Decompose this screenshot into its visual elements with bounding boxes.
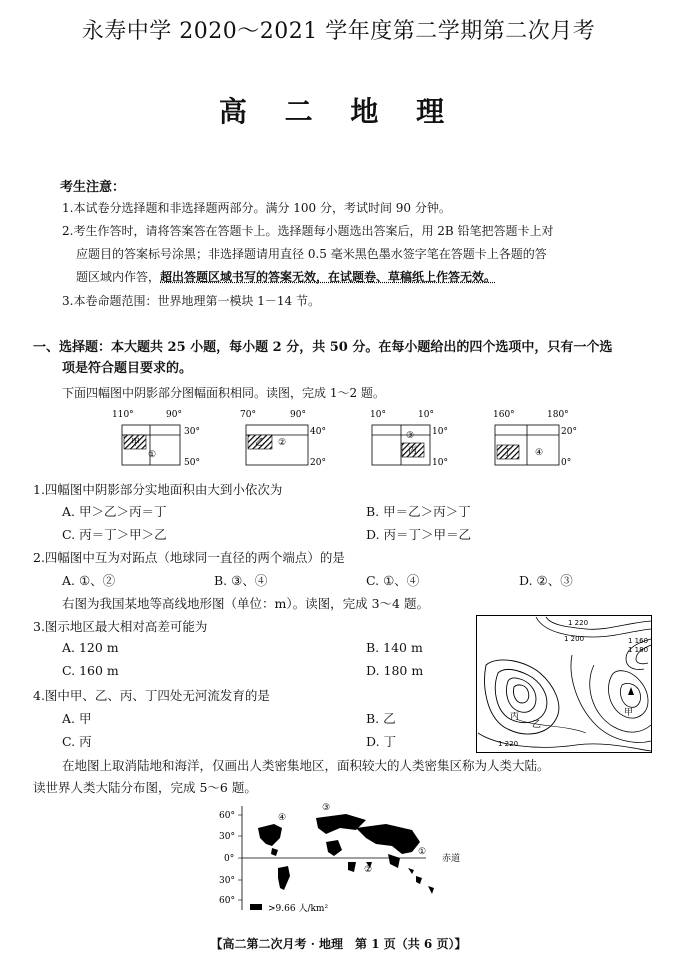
map4-lat-2: 0°	[561, 458, 572, 468]
grid-maps-figure	[100, 405, 620, 475]
map3-top-left: 10°	[370, 410, 386, 420]
intro-q5-6-line-2: 读世界人类大陆分布图，完成 5～6 题。	[33, 780, 257, 795]
contour-label-1180: 1 180	[628, 646, 649, 654]
section-heading-line-1: 一、选择题：本大题共 25 小题，每小题 2 分，共 50 分。在每小题给出的四个选项中，只有一个选	[33, 340, 613, 355]
question-4: 4.图中甲、乙、丙、丁四处无河流发育的是	[33, 688, 270, 703]
notice-item-2-line-3a: 题区域内作答，	[76, 270, 161, 284]
exam-title: 永寿中学 2020～2021 学年度第二学期第二次月考	[81, 19, 596, 44]
grid-map-4	[493, 410, 577, 468]
world-mark-1: ①	[418, 847, 427, 857]
q4-option-a: A. 甲	[62, 711, 92, 726]
page-footer: 【高二第二次月考 · 地理 第 1 页（共 6 页）】	[210, 937, 467, 951]
lat-label-0: 0°	[224, 854, 235, 864]
map1-top-right: 90°	[166, 410, 182, 420]
map3-top-right: 10°	[418, 410, 434, 420]
map4-label: 丁	[503, 448, 513, 458]
q1-option-c: C. 丙＝丁＞甲＞乙	[62, 527, 167, 542]
notice-heading: 考生注意：	[60, 180, 126, 195]
map4-top-left: 160°	[493, 410, 515, 420]
q1-option-d: D. 丙＝丁＞甲＝乙	[366, 527, 472, 542]
question-2: 2.四幅图中互为对跖点（地球同一直径的两个端点）的是	[33, 550, 345, 565]
map4-lat-1: 20°	[561, 427, 577, 437]
map3-label: 丙	[408, 446, 418, 456]
map3-lat-1: 10°	[432, 427, 448, 437]
notice-item-2-line-1: 2.考生作答时，请将答案答在答题卡上。选择题每小题选出答案后，用 2B 铅笔把答题卡上对	[62, 224, 554, 238]
notice-warning: 超出答题区域书写的答案无效，在试题卷、草稿纸上作答无效。	[160, 270, 497, 284]
q3-option-a: A. 120 m	[62, 640, 119, 655]
map2-top-right: 90°	[290, 410, 306, 420]
intro-q5-6-line-1: 在地图上取消陆地和海洋，仅画出人类密集地区，面积较大的人类密集区称为人类大陆。	[62, 758, 550, 773]
contour-label-1220-bottom: 1 220	[498, 740, 519, 748]
q3-option-b: B. 140 m	[366, 640, 423, 655]
legend-swatch	[250, 904, 262, 910]
q2-option-d: D. ②、③	[519, 573, 573, 588]
lat-label-60n: 60°	[219, 811, 235, 821]
q3-option-c: C. 160 m	[62, 663, 119, 678]
q2-option-c: C. ①、④	[366, 573, 420, 588]
grid-map-3	[370, 410, 448, 468]
contour-label-yi: 乙	[532, 720, 542, 730]
map3-circle: ③	[406, 431, 415, 441]
section-heading-line-2: 项是符合题目要求的。	[62, 361, 193, 376]
q1-option-a: A. 甲＞乙＞丙＝丁	[62, 504, 167, 519]
map4-top-right: 180°	[547, 410, 569, 420]
intro-q3-4: 右图为我国某地等高线地形图（单位：m）。读图，完成 3～4 题。	[62, 596, 429, 611]
lat-label-30s: 30°	[219, 876, 235, 886]
legend-label: >9.66 人/km²	[268, 904, 329, 914]
grid-map-2	[240, 410, 326, 468]
notice-item-2-line-3	[76, 270, 496, 284]
question-3: 3.图示地区最大相对高差可能为	[33, 619, 208, 634]
q2-option-b: B. ③、④	[214, 573, 268, 588]
map2-label: 乙	[255, 438, 265, 448]
contour-map	[476, 615, 652, 753]
contour-label-1200: 1 200	[564, 635, 585, 643]
map1-label: 甲	[131, 438, 141, 448]
grid-map-1	[112, 410, 200, 468]
q2-option-a: A. ①、②	[62, 573, 116, 588]
q4-option-d: D. 丁	[366, 734, 397, 749]
question-1: 1.四幅图中阴影部分实地面积由大到小依次为	[33, 482, 283, 497]
map2-lat-1: 40°	[310, 427, 326, 437]
map2-top-left: 70°	[240, 410, 256, 420]
equator-label: 赤道	[442, 854, 461, 864]
notice-item-2-line-2: 应题目的答案标号涂黑；非选择题请用直径 0.5 毫米黑色墨水签字笔在答题卡上各题的答	[76, 247, 547, 261]
map1-lat-1: 30°	[184, 427, 200, 437]
contour-label-bing: 丙	[510, 712, 520, 722]
map2-circle: ②	[278, 438, 287, 448]
map1-top-left: 110°	[112, 410, 134, 420]
lat-label-30n: 30°	[219, 832, 235, 842]
notice-item-1: 1.本试卷分选择题和非选择题两部分。满分 100 分，考试时间 90 分钟。	[62, 201, 451, 215]
world-mark-3: ③	[322, 803, 331, 813]
contour-label-jia: 甲	[624, 708, 634, 718]
map1-circle: ①	[148, 450, 157, 460]
world-human-continent-map	[216, 798, 486, 916]
q1-option-b: B. 甲＝乙＞丙＞丁	[366, 504, 471, 519]
q3-option-d: D. 180 m	[366, 663, 424, 678]
world-mark-4: ④	[278, 813, 287, 823]
subject-title: 高 二 地 理	[218, 95, 459, 128]
world-mark-2: ②	[364, 865, 373, 875]
contour-label-1160: 1 160	[628, 637, 649, 645]
contour-label-1220-top: 1 220	[568, 619, 589, 627]
map4-circle: ④	[535, 448, 544, 458]
intro-q1-2: 下面四幅图中阴影部分图幅面积相同。读图，完成 1～2 题。	[62, 386, 385, 400]
q4-option-c: C. 丙	[62, 734, 92, 749]
map1-lat-2: 50°	[184, 458, 200, 468]
notice-item-3: 3.本卷命题范围：世界地理第一模块 1－14 节。	[62, 294, 320, 308]
q4-option-b: B. 乙	[366, 711, 396, 726]
map2-lat-2: 20°	[310, 458, 326, 468]
lat-label-60s: 60°	[219, 896, 235, 906]
map3-lat-2: 10°	[432, 458, 448, 468]
